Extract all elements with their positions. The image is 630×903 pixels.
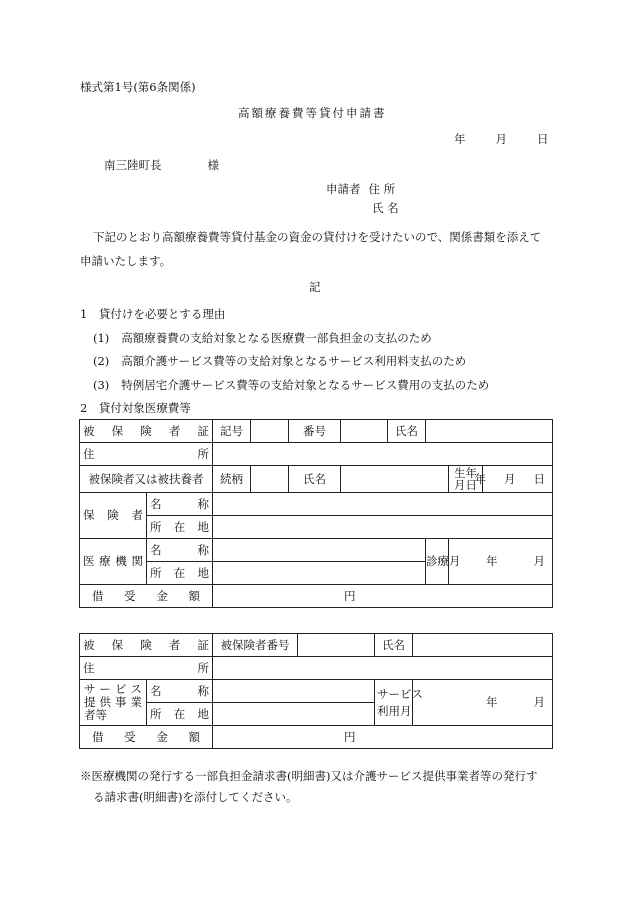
- consult-month-field[interactable]: [449, 539, 553, 585]
- name2-field[interactable]: [341, 466, 449, 493]
- page-title: 高額療養費等貸付申請書: [238, 106, 387, 120]
- insurer-name-field[interactable]: [213, 493, 553, 516]
- address-field[interactable]: [213, 443, 553, 466]
- loan-amount-field-2[interactable]: [213, 726, 553, 749]
- reason-text: 特例居宅介護サービス費等の支給対象となるサービス費用の支払のため: [121, 378, 490, 392]
- birth-day-unit: 日: [533, 471, 546, 486]
- consult-year-unit: 年: [486, 554, 498, 569]
- provider-line-2: 提供事業: [84, 694, 142, 709]
- loan-amount-label-2: 借受金額: [80, 726, 213, 749]
- birth-year-unit: 年: [474, 471, 487, 486]
- name-label: 氏名: [388, 420, 426, 443]
- provider-location-field[interactable]: [213, 703, 375, 726]
- institution-name-label: 名称: [147, 539, 213, 562]
- name2-label: 氏名: [289, 466, 341, 493]
- provider-name-label: 名称: [147, 680, 213, 703]
- yen-unit: 円: [344, 588, 356, 603]
- reason-item-3: [93, 380, 489, 392]
- institution-location-field[interactable]: [213, 562, 426, 585]
- consult-month-label: 診療月: [426, 539, 449, 585]
- addressee-honorific: 様: [207, 158, 219, 172]
- intro-line-1: 下記のとおり高額療養費等貸付基金の資金の貸付けを受けたいので、関係書類を添えて: [93, 230, 542, 244]
- service-provider-label: [80, 680, 147, 726]
- insurer-label: 保険者: [80, 493, 147, 539]
- applicant-address-label: 住 所: [368, 182, 396, 196]
- relationship-label: 続柄: [213, 466, 251, 493]
- name-field[interactable]: [426, 420, 553, 443]
- date-day: 日: [537, 132, 549, 146]
- reason-item-2: [93, 356, 466, 368]
- loan-amount-field[interactable]: [213, 585, 553, 608]
- insured-card-label: 被保険者証: [80, 420, 213, 443]
- yen-unit-2: 円: [344, 729, 356, 744]
- reason-text: 高額療養費の支給対象となる医療費一部負担金の支払のため: [121, 331, 432, 345]
- ki-heading: 記: [309, 280, 321, 294]
- insurer-location-label: 所在地: [147, 516, 213, 539]
- provider-line-1: サービス: [84, 681, 142, 696]
- footnote-line-1: ※医療機関の発行する一部負担金請求書(明細書)又は介護サービス提供事業者等の発行す: [80, 769, 538, 783]
- service-month-line-1: サービス: [377, 687, 423, 702]
- date-line: [454, 134, 549, 146]
- insured-card-label-2: 被保険者証: [80, 634, 213, 657]
- name-field-2[interactable]: [413, 634, 553, 657]
- reason-text: 高額介護サービス費等の支給対象となるサービス利用料支払のため: [121, 354, 467, 368]
- date-year: 年: [454, 132, 466, 146]
- medical-cost-table: [79, 419, 553, 608]
- consult-month-unit: 月: [533, 554, 546, 569]
- service-month-unit: 月: [533, 695, 545, 710]
- insurer-name-label: 名称: [147, 493, 213, 516]
- intro-line-2: 申請いたします。: [80, 254, 172, 268]
- provider-line-3: 者等: [84, 708, 107, 723]
- number-label: 番号: [289, 420, 341, 443]
- service-month-line-2: 利用月: [377, 703, 412, 718]
- medical-institution-label: 医療機関: [80, 539, 147, 585]
- service-year-unit: 年: [486, 695, 498, 710]
- insurer-location-field[interactable]: [213, 516, 553, 539]
- reason-num: (1): [93, 331, 110, 345]
- relationship-field[interactable]: [251, 466, 289, 493]
- address-label: 住所: [80, 443, 213, 466]
- symbol-label: 記号: [213, 420, 251, 443]
- service-cost-table: [79, 633, 553, 749]
- loan-amount-label: 借受金額: [80, 585, 213, 608]
- date-month: 月: [495, 132, 507, 146]
- birthdate-field[interactable]: [474, 466, 553, 493]
- name-label-2: 氏名: [375, 634, 413, 657]
- section2-heading: 2 貸付対象医療費等: [80, 401, 191, 415]
- service-month-field[interactable]: [413, 680, 553, 726]
- addressee-name: 南三陸町長: [104, 158, 162, 172]
- footnote-line-2: る請求書(明細書)を添付してください。: [93, 790, 298, 804]
- birth-month-unit: 月: [504, 471, 516, 486]
- reason-num: (3): [93, 378, 110, 392]
- form-number: 様式第1号(第6条関係): [80, 80, 196, 94]
- addressee: [104, 160, 219, 172]
- applicant-name-label: 氏 名: [372, 201, 399, 215]
- number-field[interactable]: [341, 420, 388, 443]
- applicant-address-line: [326, 184, 395, 196]
- address-field-2[interactable]: [213, 657, 553, 680]
- insured-number-label: 被保険者番号: [213, 634, 298, 657]
- address-label-2: 住所: [80, 657, 213, 680]
- birth-top: 生年: [454, 466, 477, 480]
- institution-name-field[interactable]: [213, 539, 426, 562]
- birth-bottom: 月日: [454, 478, 477, 493]
- provider-location-label: 所在地: [147, 703, 213, 726]
- applicant-label: 申請者: [326, 182, 361, 196]
- reason-item-1: [93, 333, 432, 345]
- service-month-label: [375, 680, 423, 726]
- provider-name-field[interactable]: [213, 680, 375, 703]
- insured-number-field[interactable]: [298, 634, 375, 657]
- section1-heading: 1 貸付けを必要とする理由: [80, 307, 226, 321]
- institution-location-label: 所在地: [147, 562, 213, 585]
- reason-num: (2): [93, 354, 110, 368]
- symbol-field[interactable]: [251, 420, 289, 443]
- insured-or-dependent-label: 被保険者又は被扶養者: [80, 466, 213, 493]
